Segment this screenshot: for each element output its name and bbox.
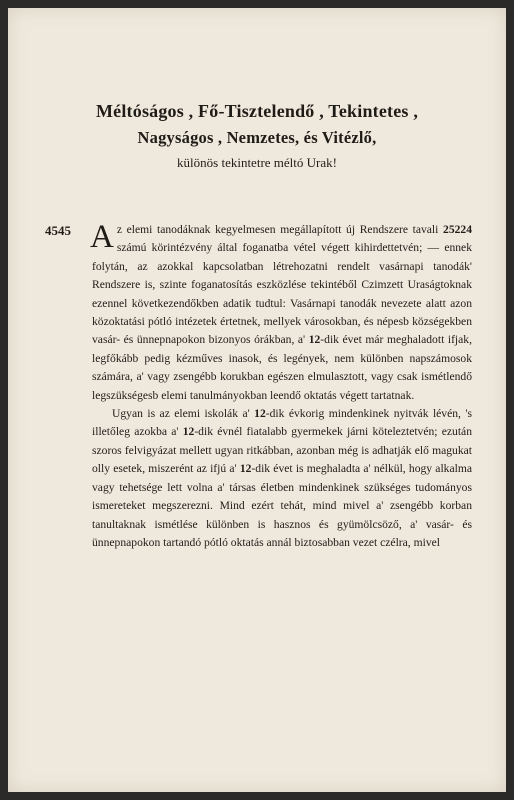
salutation-line-3: különös tekintetre méltó Urak!	[177, 155, 337, 170]
paragraph-2-text-b: -dik évkorig mindenkinek nyitvák lévén, 's illetőleg azokba a'	[92, 407, 473, 439]
salutation-line-2: Nagyságos , Nemzetes, és Vitézlő,	[137, 128, 377, 147]
paragraph-1-text-c: -dik évet már meghaladott ifjak, legfőkább pedig kézműves inasok, és legények, nem különben napszámosok számára, a' vagy zsengébb korukban egészen elmulasztott, vagy csak ismétlendő legszükségesb elemi tanulmányokban leendő oktatás végett tartatnak.	[92, 333, 472, 402]
paragraph-2	[92, 405, 472, 552]
age-number: 12	[308, 333, 321, 347]
paragraph-2-text-a: Ugyan is az elemi iskolák a'	[112, 407, 255, 421]
document-number: 4545	[45, 223, 71, 238]
paragraph-2-text-d: -dik évet is meghaladta a' nélkül, hogy alkalma vagy tehetsége lett volna a' társas életben mindenkinek szükséges tudományos ismereteket megszerezni. Mind ezért tehát, mind mivel a' zsengébb korban tanultaknak ismétlése különben is hasznos és gyümölcsöző, a' vasár- és ünnepnapokon tartandó pótló oktatás annál biztosabban vezet czélra, mivel	[92, 462, 472, 549]
paragraph-1-text-a: z elemi tanodáknak kegyelmesen megállapított új Rendszere tavali	[116, 223, 444, 236]
salutation-block	[8, 101, 506, 171]
paragraph-1	[92, 221, 472, 405]
document-page	[8, 8, 506, 792]
age-number: 12	[182, 425, 195, 439]
age-number: 12	[254, 407, 266, 421]
paragraph-1-text-b: számú körintézvény által foganatba vétel végett kihirdettetvén; — ennek folytán, az azokkal kapcsolatban létrehozatni rendelt vasárnapi tanodák' Rendszere is, szinte foganatosítás eszközlése tekintéből Czimzett Uraságtoknak ezennel következendőkben adatik tudtul: Vasárnapi tanodák nevezete alatt azon közoktatási pótló intézetek értetnek, mellyek városokban, és népesb községekben vasár- és ünnepnapokon bizonyos órákban, a'	[92, 241, 472, 347]
salutation-line-1: Méltóságos , Fő-Tisztelendő , Tekintetes ,	[95, 101, 419, 121]
decree-number: 25224	[443, 223, 472, 236]
body-text	[92, 221, 472, 552]
age-number: 12	[239, 462, 252, 476]
drop-cap: A	[90, 219, 114, 255]
paragraph-2-text-c: -dik évnél fiatalabb gyermekek járni köteleztetvén; ezután szoros felvigyázat mellett ugyan ritkábban, azonban még is adhatják elő magukat olly esetek, miszerént az ifjú a'	[92, 425, 472, 476]
